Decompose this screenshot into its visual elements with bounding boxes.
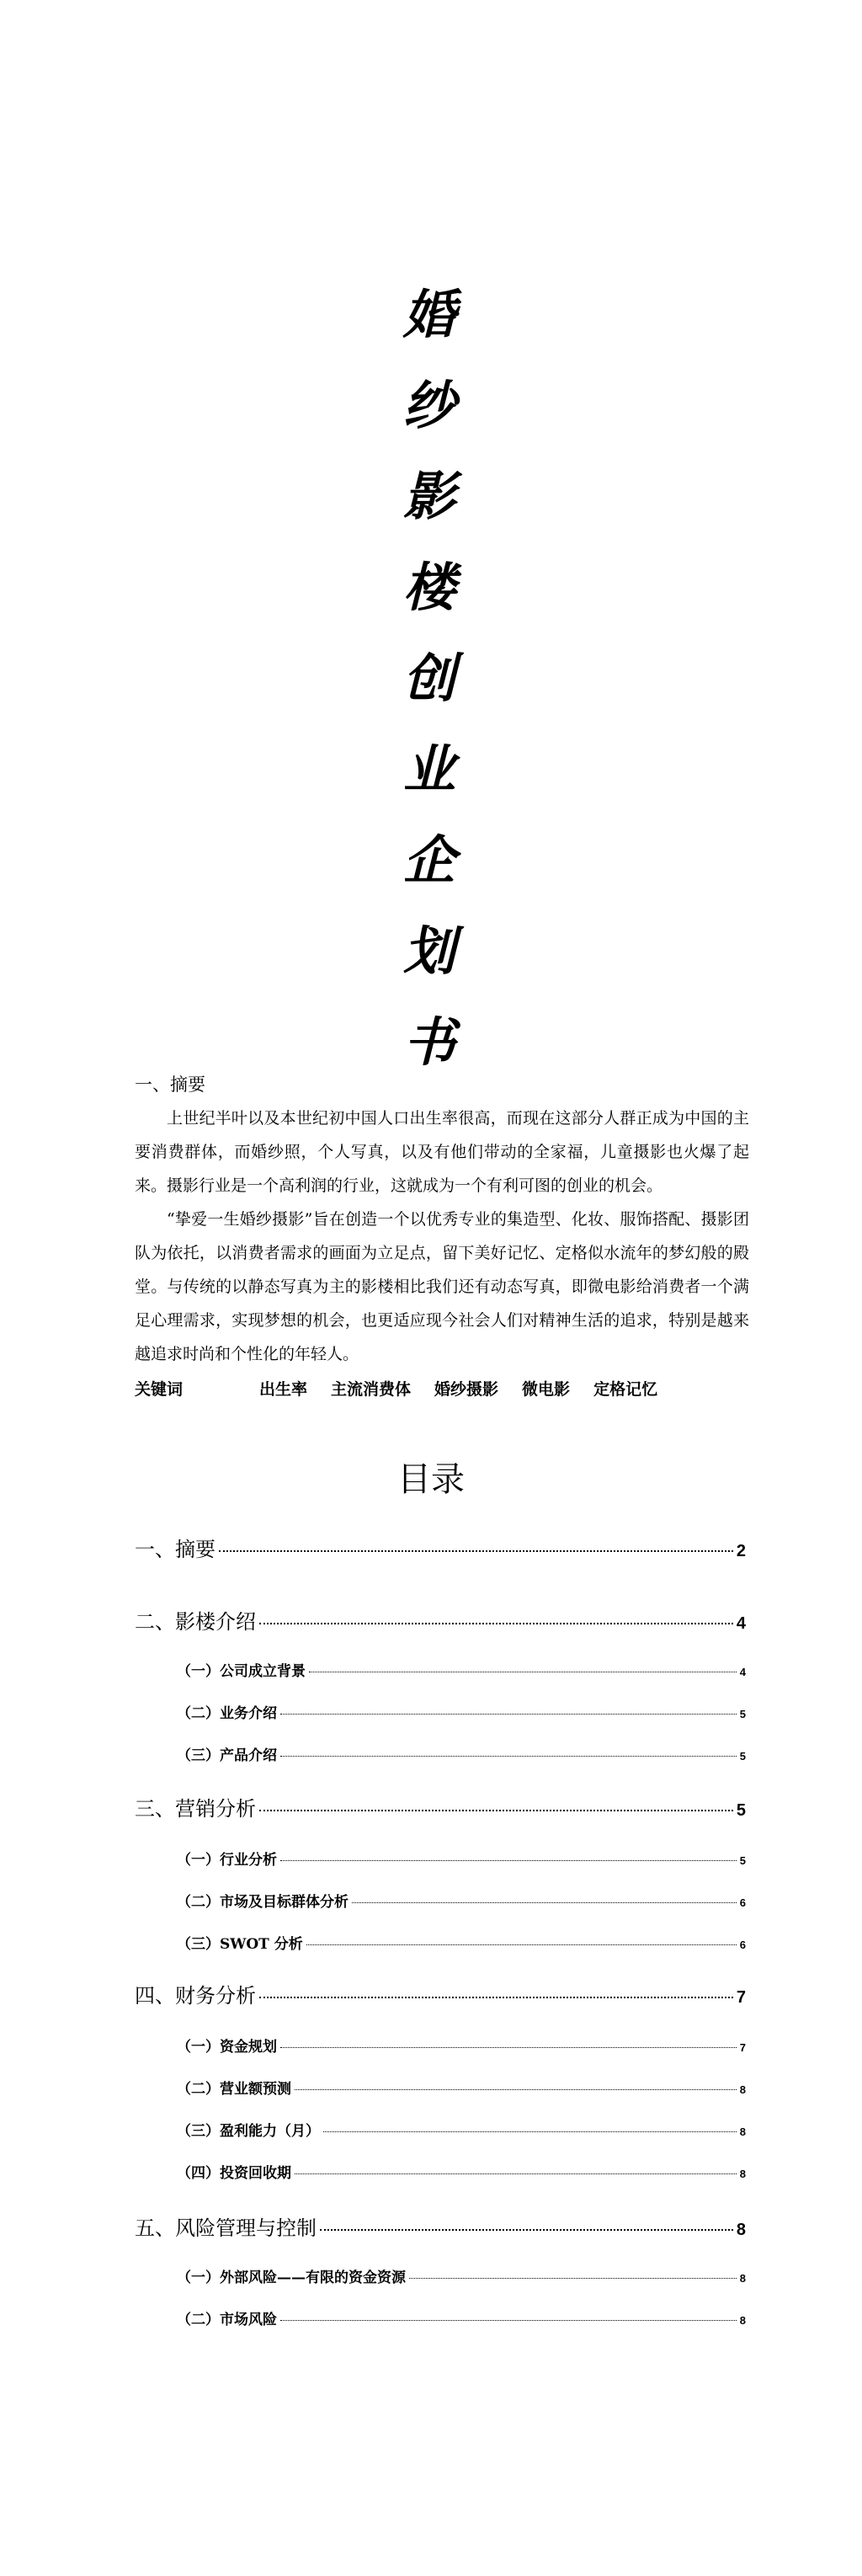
keyword: 微电影 <box>522 1380 571 1399</box>
toc-leader <box>280 2320 737 2321</box>
title-char: 企 <box>402 829 455 891</box>
toc-entry-label: （四）投资回收期 <box>177 2165 291 2182</box>
keywords-label: 关键词 <box>135 1380 184 1399</box>
toc-entry-page: 8 <box>739 2125 746 2138</box>
toc-entry-label: （二）市场及目标群体分析 <box>177 1894 349 1911</box>
toc-entry-page: 5 <box>739 1708 746 1720</box>
toc-entry-label: 二、影楼介绍 <box>135 1610 256 1634</box>
toc-entry-page: 6 <box>739 1939 746 1951</box>
toc-entry[interactable] <box>177 2265 746 2286</box>
title-char: 创 <box>402 648 455 709</box>
toc-entry-label: （二）营业额预测 <box>177 2081 291 2098</box>
keyword: 婚纱摄影 <box>434 1380 499 1399</box>
toc-leader <box>259 1810 733 1811</box>
toc-entry-page: 6 <box>739 1896 746 1909</box>
toc-entry-label: （二）业务介绍 <box>177 1705 277 1722</box>
toc-entry-label: 一、摘要 <box>135 1538 216 1561</box>
toc-entry[interactable] <box>177 1932 746 1953</box>
toc-leader <box>295 2089 737 2090</box>
toc-entry[interactable] <box>135 1979 746 2008</box>
title-char: 书 <box>402 1011 455 1073</box>
toc-entry-label: （二）市场风险 <box>177 2312 277 2328</box>
abstract-section <box>135 1068 749 1408</box>
toc-entry-label: 五、风险管理与控制 <box>135 2216 317 2240</box>
toc-entry-label: （一）公司成立背景 <box>177 1663 306 1680</box>
title-char: 楼 <box>402 557 455 618</box>
toc-entry-page: 4 <box>736 1614 746 1633</box>
toc-entry-label: （三）产品介绍 <box>177 1747 277 1764</box>
abstract-heading: 一、摘要 <box>135 1075 205 1095</box>
keyword: 定格记忆 <box>593 1380 658 1399</box>
toc-entry-page: 8 <box>736 2221 746 2239</box>
document-title <box>396 269 463 1088</box>
keyword: 主流消费体 <box>331 1380 412 1399</box>
toc-entry[interactable] <box>135 1792 746 1821</box>
toc-entry-label: 四、财务分析 <box>135 1984 256 2008</box>
toc-entry-page: 8 <box>739 2083 746 2096</box>
toc-entry-label: （三）SWOT 分析 <box>177 1936 303 1953</box>
toc-leader <box>280 1714 737 1715</box>
toc-entry[interactable] <box>177 1890 746 1911</box>
toc-entry[interactable] <box>177 2307 746 2328</box>
toc-entry-label: （三）盈利能力（月） <box>177 2123 320 2140</box>
toc-leader <box>280 2047 737 2048</box>
title-char: 业 <box>402 739 455 800</box>
toc-entry[interactable] <box>177 2035 746 2056</box>
toc-leader <box>320 2229 733 2231</box>
title-char: 婚 <box>402 284 455 345</box>
toc-entry-page: 7 <box>736 1988 746 2007</box>
toc-entry-page: 8 <box>739 2272 746 2285</box>
toc-entry-page: 7 <box>739 2041 746 2054</box>
toc-entry[interactable] <box>177 1701 746 1722</box>
toc-leader <box>352 1902 737 1903</box>
toc-leader <box>280 1860 737 1861</box>
title-char: 划 <box>402 920 455 982</box>
toc-leader <box>219 1550 733 1552</box>
title-char: 影 <box>402 466 455 527</box>
abstract-paragraph: “挚爱一生婚纱摄影”旨在创造一个以优秀专业的集造型、化妆、服饰搭配、摄影团队为依托，以消费者需求的画面为立足点，留下美好记忆、定格似水流年的梦幻般的殿堂。与传统的以静态写真为主的影楼相比我们还有动态写真，即微电影给消费者一个满足心理需求，实现梦想的机会，也更适应现今社会人们对精神生活的追求，特别是越来越追求时尚和个性化的年轻人。 <box>135 1210 749 1363</box>
toc-entry-page: 8 <box>739 2168 746 2180</box>
toc-leader <box>295 2173 737 2174</box>
toc-entry[interactable] <box>177 1659 746 1680</box>
toc-entry[interactable] <box>177 1848 746 1869</box>
toc-entry-label: 三、营销分析 <box>135 1797 256 1821</box>
toc-entry-page: 5 <box>739 1854 746 1867</box>
toc-entry-page: 4 <box>739 1666 746 1678</box>
toc-leader <box>306 1944 737 1945</box>
toc-entry[interactable] <box>177 2119 746 2140</box>
toc-entry-page: 5 <box>739 1750 746 1763</box>
toc-entry[interactable] <box>177 2161 746 2182</box>
abstract-paragraph: 上世纪半叶以及本世纪初中国人口出生率很高，而现在这部分人群正成为中国的主要消费群体，而婚纱照，个人写真，以及有他们带动的全家福，儿童摄影也火爆了起来。摄影行业是一个高利润的行业，这就成为一个有利可图的创业的机会。 <box>135 1109 749 1195</box>
toc-entry[interactable] <box>177 1743 746 1764</box>
toc-entry-page: 8 <box>739 2314 746 2327</box>
keyword: 出生率 <box>259 1380 308 1399</box>
toc-entry[interactable] <box>177 2077 746 2098</box>
toc-leader <box>323 2131 737 2132</box>
toc-entry[interactable] <box>135 2211 746 2241</box>
toc-entry[interactable] <box>135 1605 746 1635</box>
toc-leader <box>280 1756 737 1757</box>
title-char: 纱 <box>402 375 455 436</box>
toc-leader <box>259 1997 733 1998</box>
toc-entry-page: 5 <box>736 1801 746 1820</box>
toc-leader <box>259 1623 733 1624</box>
toc-entry[interactable] <box>135 1533 746 1562</box>
toc-entry-label: （一）行业分析 <box>177 1852 277 1869</box>
toc-title: 目录 <box>397 1460 465 1499</box>
toc-leader <box>409 2278 737 2279</box>
toc-entry-label: （一）资金规划 <box>177 2039 277 2056</box>
toc-entry-page: 2 <box>736 1542 746 1560</box>
keywords-line <box>135 1371 749 1408</box>
toc-entry-label: （一）外部风险——有限的资金资源 <box>177 2269 406 2286</box>
